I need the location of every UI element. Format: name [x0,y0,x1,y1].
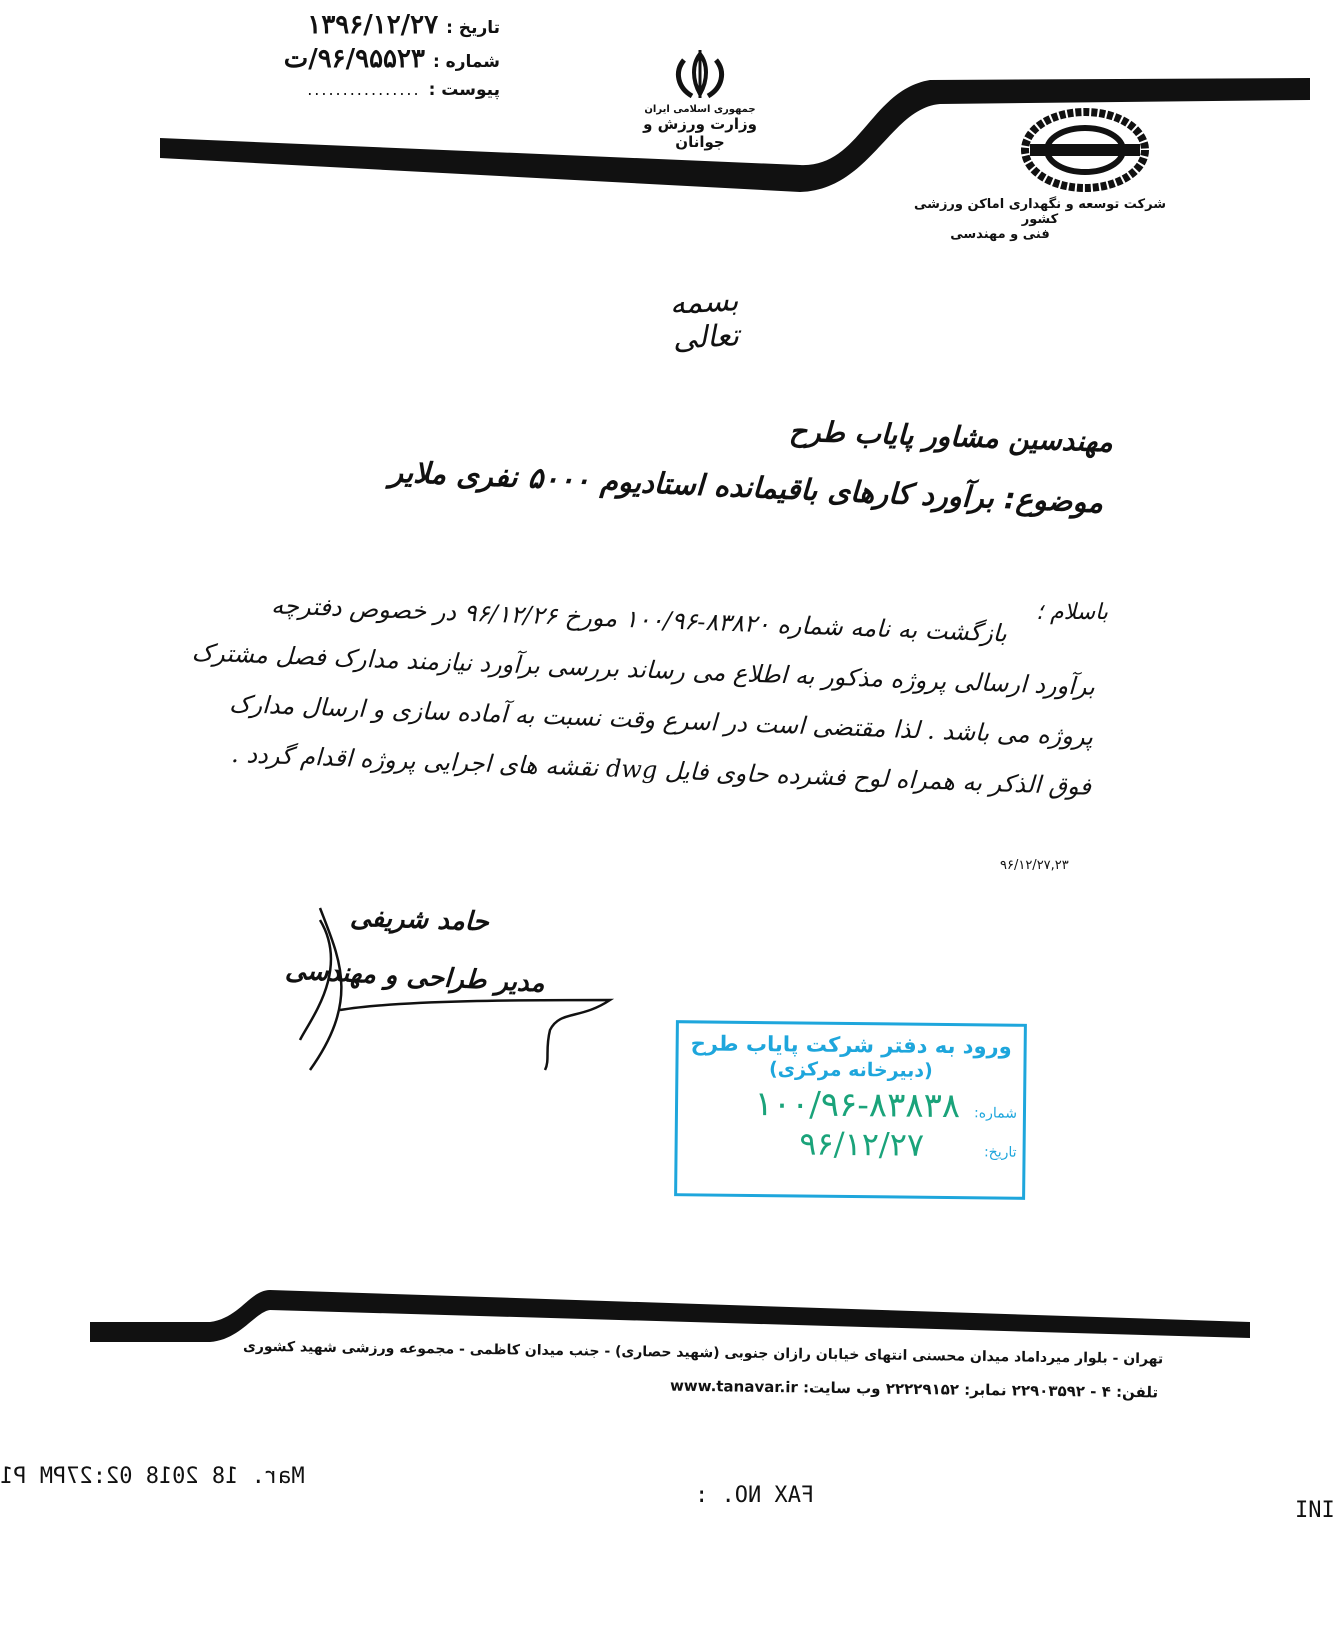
body-line: بازگشت به نامه شماره ۸۳۸۲۰-۱۰۰/۹۶ مورخ ۹۶/۱۲/۲۶ در خصوص دفترچه [270,591,1008,648]
recipient: مهندسین مشاور پایاب طرح [788,414,1114,459]
company-line1: شرکت توسعه و نگهداری اماکن ورزشی کشور [914,197,1166,227]
date-value: ۱۳۹۶/۱۲/۲۷ [307,10,439,40]
company-emblem-icon [1020,108,1150,193]
iran-emblem-icon [670,50,730,100]
subject: موضوع: برآورد کارهای باقیمانده استادیوم ۵۰۰۰ نفری ملایر [388,454,1104,520]
ministry-logo [620,50,780,151]
attachment-label: پیوست : [428,80,500,100]
body-line: برآورد ارسالی پروژه مذکور به اطلاع می رساند بررسی برآورد نیازمند مدارک فصل مشترک [191,638,1096,701]
company-logo [900,108,1180,242]
receipt-stamp [674,1020,1027,1200]
stamp-title: ورود به دفتر شرکت پایاب طرح [690,1031,1012,1059]
body-line: فوق الذکر به همراه لوح فشرده حاوی فایل dwg نقشه های اجرایی پروژه اقدام گردد . [230,739,1092,801]
fax-number: FAX NO. : [695,1483,815,1508]
stamp-number-value: ۱۰۰/۹۶-۸۳۸۳۸ [754,1083,961,1127]
stamp-date-label: تاریخ: [983,1144,1017,1161]
fax-timestamp: Mar. 18 2018 02:27PM P1 [0,1464,305,1489]
note-date: ۹۶/۱۲/۲۷,۲۳ [1000,858,1069,873]
signer-name: حامد شریفی [349,902,490,938]
company-line2: فنی و مهندسی [950,227,1050,242]
stamp-subtitle: (دبیرخانه مرکزی) [768,1058,933,1082]
number-label: شماره : [432,52,500,72]
number-value: ۹۶/۹۵۵۲۳/ت [283,44,425,74]
stamp-number-label: شماره: [973,1105,1018,1122]
attachment-value: ................ [307,80,421,99]
stamp-date-value: ۹۶/۱۲/۲۷ [799,1124,925,1164]
letter-body [191,571,1098,801]
ministry-line1: جمهوری اسلامی ایران [644,104,756,115]
signature-scribble [280,900,640,1090]
salutation: باسلام ؛ [1036,600,1108,625]
footer-address: تهران - بلوار میرداماد میدان محسنی انتهای خیابان رازان جنوبی (شهید حصاری) - جنب میدان کاظمی - مجموعه ورزشی شهید کشوری [242,1338,1164,1368]
footer-phone: تلفن: ۴ - ۲۲۹۰۳۵۹۲ نمابر: ۲۲۲۲۹۱۵۲ وب سایت: www.tanavar.ir [669,1376,1159,1402]
ministry-line2: وزارت ورزش و جوانان [643,115,757,151]
date-label: تاریخ : [446,18,500,38]
signer-title: مدیر طراحی و مهندسی [284,955,546,999]
fax-edge-text: INI [1295,1498,1335,1523]
basmala: بسمه تعالی [668,283,740,357]
body-line: پروژه می باشد . لذا مقتضی است در اسرع وقت نسبت به آماده سازی و ارسال مدارک [228,689,1094,751]
header-fields [190,10,500,100]
